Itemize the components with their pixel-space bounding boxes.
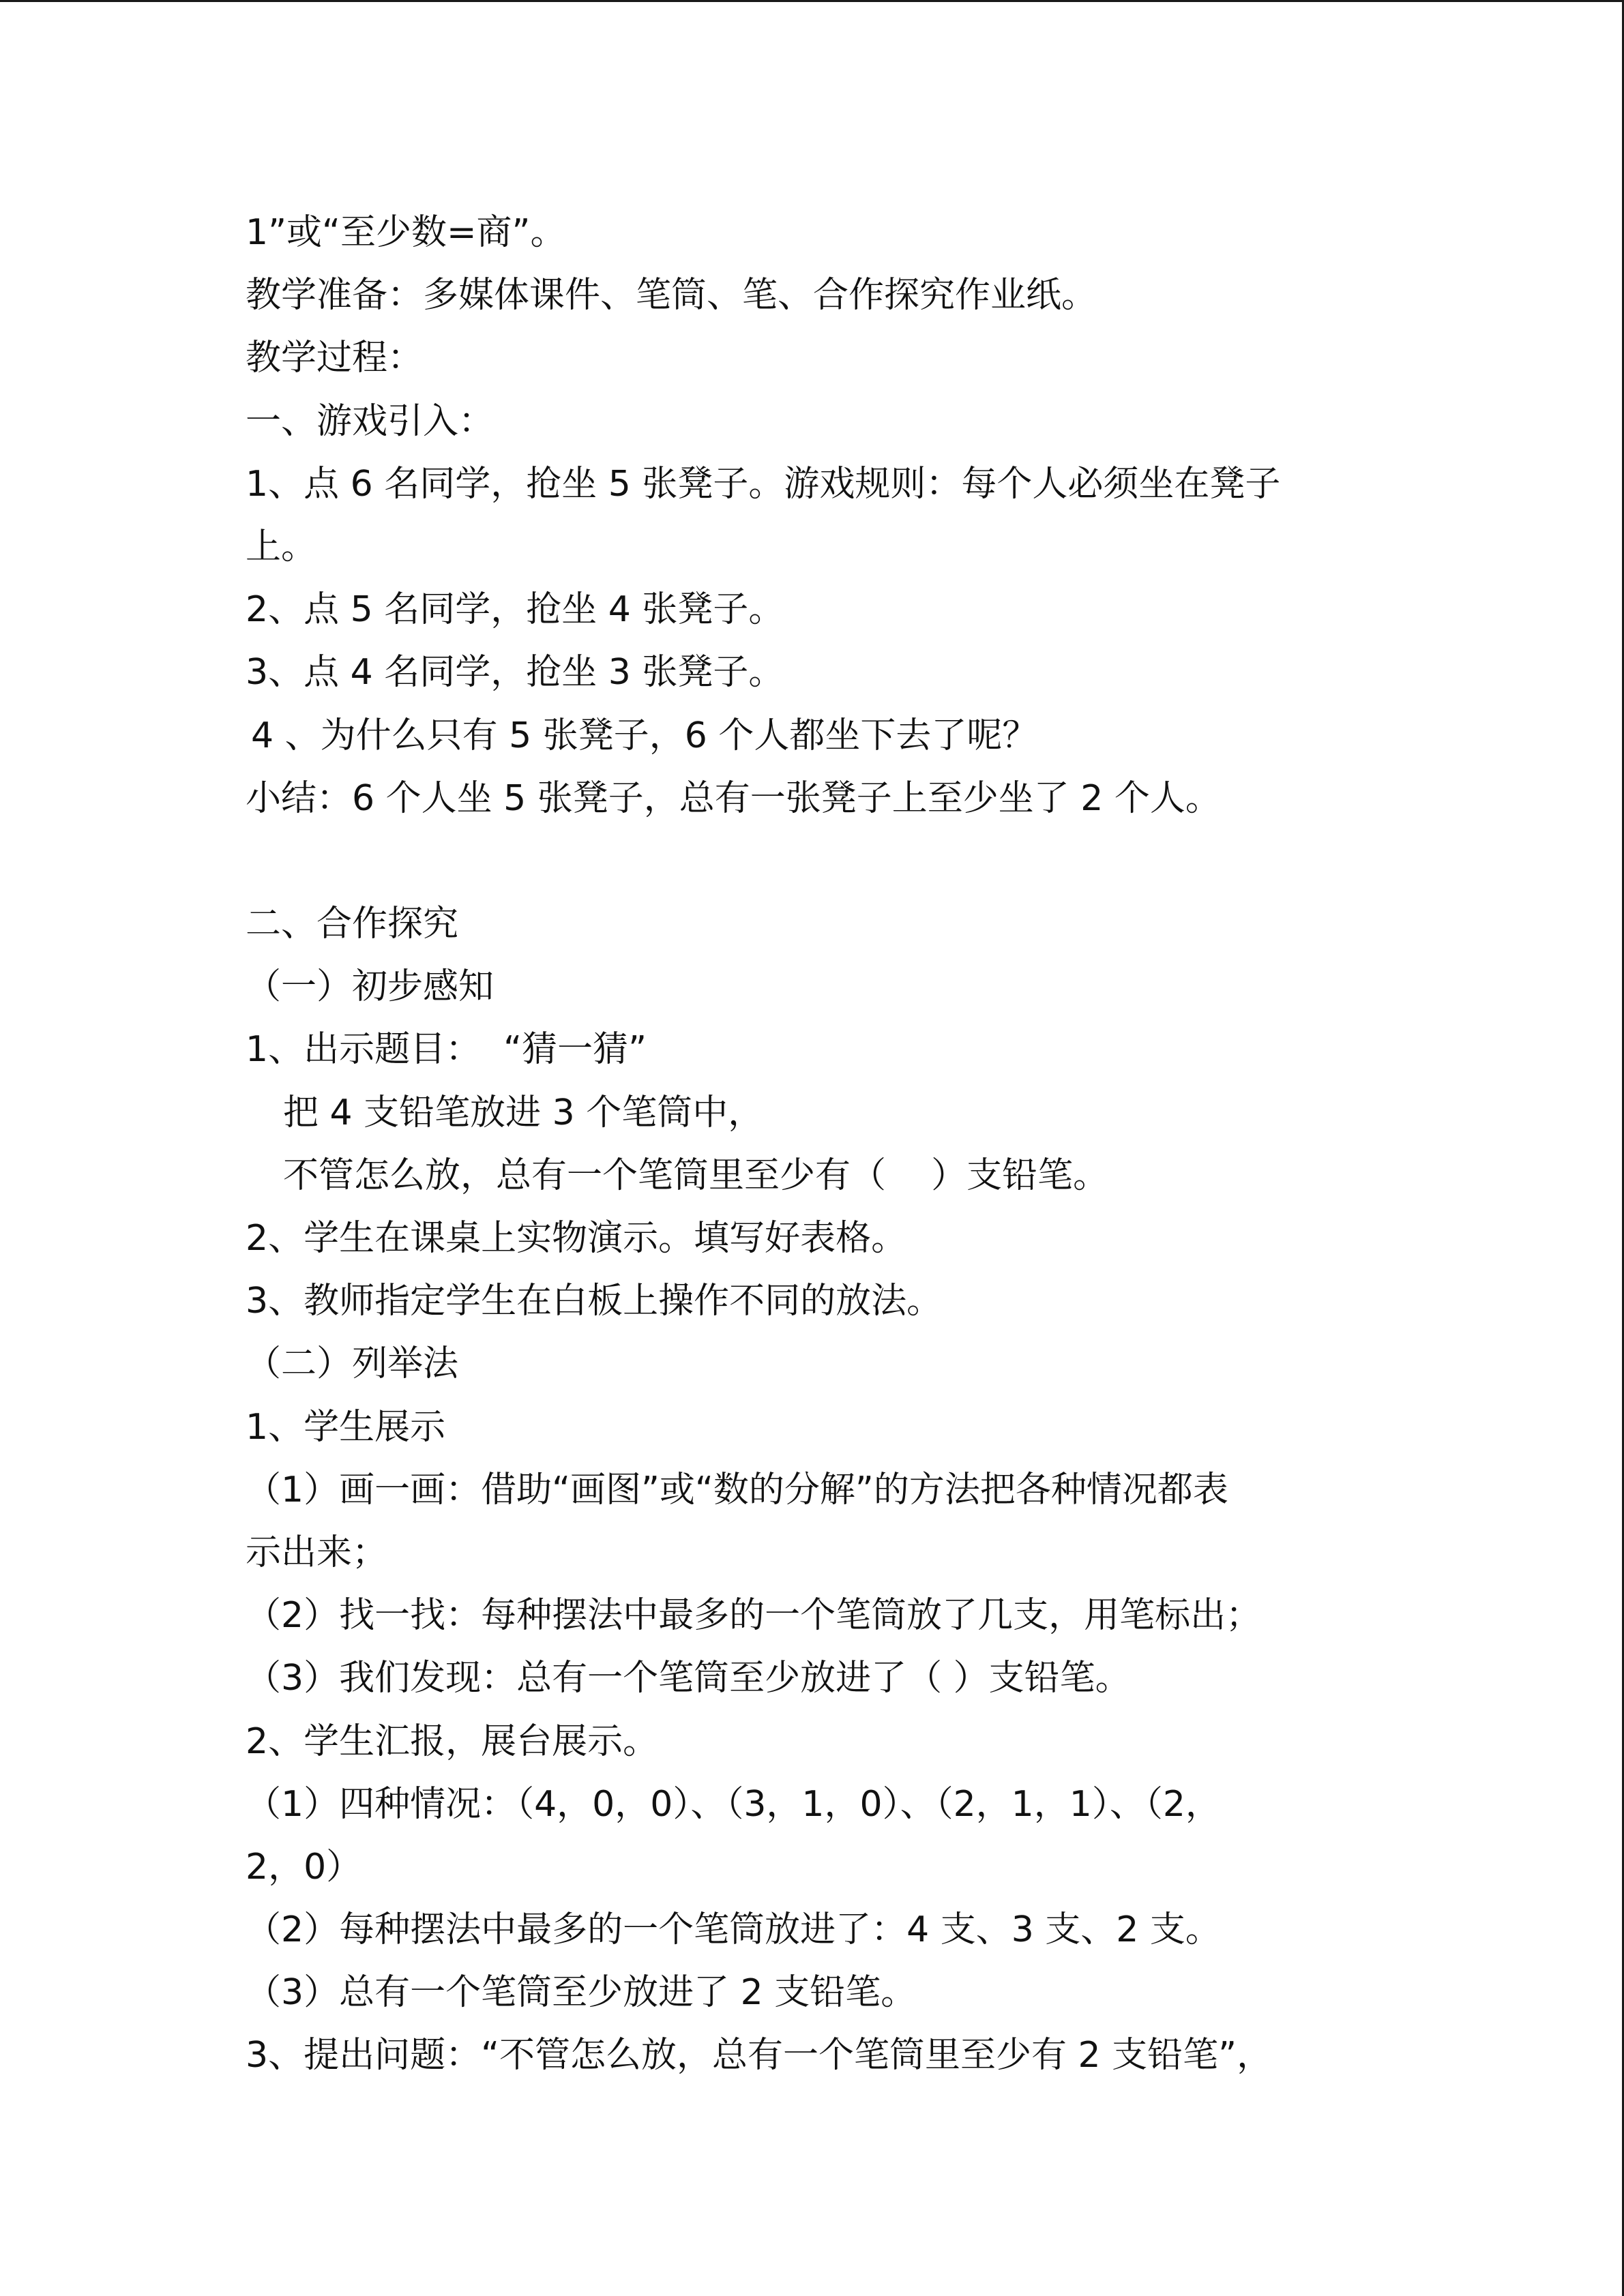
document-body: [246, 201, 1405, 2087]
text-line: （2）找一找：每种摆法中最多的一个笔筒放了几支，用笔标出；: [246, 1595, 1262, 1637]
text-line: 2、学生汇报，展台展示。: [246, 1720, 659, 1762]
text-line: （2）每种摆法中最多的一个笔筒放进了：4 支、3 支、2 支。: [246, 1909, 1221, 1951]
text-line: 1、出示题目： “猜一猜”: [246, 1029, 647, 1071]
text-line: 教学过程：: [246, 338, 424, 379]
text-line: 1、点 6 名同学，抢坐 5 张凳子。游戏规则：每个人必须坐在凳子: [246, 463, 1281, 505]
text-line: 2、点 5 名同学，抢坐 4 张凳子。: [246, 589, 784, 631]
text-line: 3、教师指定学生在白板上操作不同的放法。: [246, 1281, 943, 1322]
text-line: （3）总有一个笔筒至少放进了 2 支铅笔。: [246, 1972, 917, 2014]
text-line: 上。: [246, 526, 317, 567]
text-line: 不管怎么放，总有一个笔筒里至少有（ ）支铅笔。: [283, 1154, 1109, 1196]
subsection-heading: （一）初步感知: [246, 966, 494, 1008]
text-line: 1”或“至少数=商”。: [246, 212, 566, 253]
text-line: 3、点 4 名同学，抢坐 3 张凳子。: [246, 652, 784, 694]
text-line: 小结：6 个人坐 5 张凳子，总有一张凳子上至少坐了 2 个人。: [246, 777, 1221, 819]
text-line: 1、学生展示: [246, 1406, 446, 1448]
text-line: 2，0）: [246, 1846, 362, 1888]
text-line: （1）四种情况：（4，0，0）、（3，1，0）、（2，1，1）、（2，: [246, 1783, 1221, 1825]
text-line: 把 4 支铅笔放进 3 个笔筒中，: [283, 1092, 764, 1133]
text-line: 教学准备：多媒体课件、笔筒、笔、合作探究作业纸。: [246, 275, 1097, 316]
text-line: （3）我们发现：总有一个笔筒至少放进了（ ）支铅笔。: [246, 1658, 1131, 1699]
text-line: （1）画一画：借助“画图”或“数的分解”的方法把各种情况都表: [246, 1469, 1228, 1510]
section-heading: 二、合作探究: [246, 904, 459, 945]
section-heading: 一、游戏引入：: [246, 400, 494, 442]
subsection-heading: （二）列举法: [246, 1343, 459, 1385]
text-line: 示出来；: [246, 1532, 388, 1573]
blank-line: [246, 830, 1405, 893]
text-line: 4 、为什么只有 5 张凳子，6 个人都坐下去了呢？: [251, 715, 1038, 756]
text-line: 3、提出问题：“不管怎么放，总有一个笔筒里至少有 2 支铅笔”，: [246, 2035, 1273, 2076]
text-line: 2、学生在课桌上实物演示。填写好表格。: [246, 1218, 907, 1259]
